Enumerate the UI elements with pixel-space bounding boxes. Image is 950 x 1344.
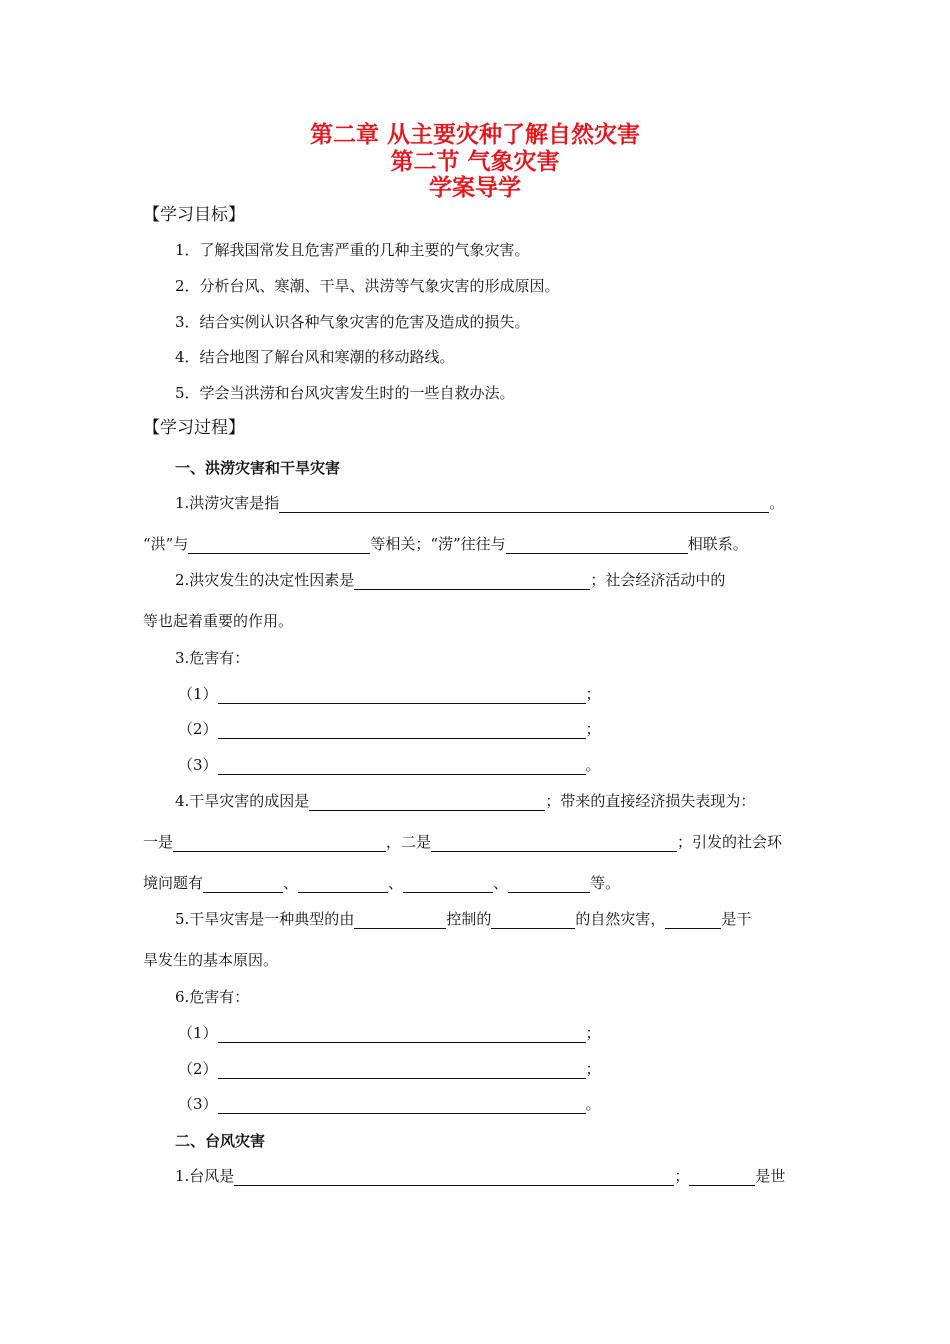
q2-text: 2.洪灾发生的决定性因素是 xyxy=(175,571,355,589)
harm-end: 。 xyxy=(585,1095,601,1113)
q4c-text: 境问题有 xyxy=(143,874,204,892)
q4-text: ；带来的直接经济损失表现为： xyxy=(545,792,756,810)
objectives-heading: 【学习目标】 xyxy=(143,205,245,225)
harm-item xyxy=(178,719,601,739)
q4b-text: ；引发的社会环 xyxy=(677,833,783,851)
part1-title: 一、洪涝灾害和干旱灾害 xyxy=(175,459,341,477)
harm-end: ； xyxy=(585,720,601,738)
answer-blank[interactable] xyxy=(218,1062,586,1079)
answer-blank[interactable] xyxy=(354,573,590,590)
answer-blank[interactable] xyxy=(234,1169,674,1186)
harm-number: （1） xyxy=(178,1024,218,1042)
answer-blank[interactable] xyxy=(431,835,677,852)
answer-blank[interactable] xyxy=(298,876,388,893)
answer-blank[interactable] xyxy=(309,794,545,811)
answer-blank[interactable] xyxy=(689,1169,755,1186)
answer-blank[interactable] xyxy=(665,912,721,929)
answer-blank[interactable] xyxy=(218,1026,586,1043)
answer-blank[interactable] xyxy=(508,876,590,893)
harm-item xyxy=(178,1023,601,1043)
harm-item xyxy=(178,684,601,704)
answer-blank[interactable] xyxy=(279,496,769,513)
q1b-text: 等相关；“涝”往往与 xyxy=(370,535,506,553)
q5-text: 是干 xyxy=(721,910,752,928)
q5-line xyxy=(175,909,751,929)
chapter-title: 第二章 从主要灾种了解自然灾害 xyxy=(309,122,640,148)
q4c-end: 等。 xyxy=(590,874,621,892)
section-title: 第二节 气象灾害 xyxy=(390,149,560,175)
q4-line xyxy=(175,791,755,811)
harm-number: （2） xyxy=(178,720,218,738)
objective-item: 4．结合地图了解台风和寒潮的移动路线。 xyxy=(175,348,455,366)
q3-line: 3.危害有： xyxy=(175,649,250,667)
objective-item: 5．学会当洪涝和台风灾害发生时的一些自救办法。 xyxy=(175,384,515,402)
q4b-text: 一是 xyxy=(143,833,174,851)
q5-text: 控制的 xyxy=(446,910,492,928)
objective-item: 2．分析台风、寒潮、干旱、洪涝等气象灾害的形成原因。 xyxy=(175,277,560,295)
answer-blank[interactable] xyxy=(218,687,586,704)
part2-q1-text: 1.台风是 xyxy=(175,1167,235,1185)
harm-number: （1） xyxy=(178,685,218,703)
q6-line: 6.危害有： xyxy=(175,988,250,1006)
answer-blank[interactable] xyxy=(218,722,586,739)
q1-end: 。 xyxy=(769,494,785,512)
q1b-text: 相联系。 xyxy=(687,535,748,553)
process-heading: 【学习过程】 xyxy=(143,418,245,438)
part2-q1-text: 是世 xyxy=(755,1167,786,1185)
answer-blank[interactable] xyxy=(491,912,575,929)
q5-text: 的自然灾害， xyxy=(575,910,666,928)
answer-blank[interactable] xyxy=(188,537,370,554)
harm-number: （3） xyxy=(178,756,218,774)
harm-end: ； xyxy=(585,1024,601,1042)
q4c-line xyxy=(143,873,620,893)
answer-blank[interactable] xyxy=(354,912,446,929)
part2-title: 二、台风灾害 xyxy=(175,1132,266,1150)
q5-text: 5.干旱灾害是一种典型的由 xyxy=(175,910,355,928)
q2-text: ；社会经济活动中的 xyxy=(590,571,726,589)
q1b-text: “洪”与 xyxy=(143,535,189,553)
answer-blank[interactable] xyxy=(173,835,386,852)
q4b-text: ，二是 xyxy=(386,833,432,851)
objective-item: 1．了解我国常发且危害严重的几种主要的气象灾害。 xyxy=(175,241,530,259)
answer-blank[interactable] xyxy=(218,758,586,775)
harm-item xyxy=(178,755,601,775)
q5b-line: 旱发生的基本原因。 xyxy=(143,951,279,969)
answer-blank[interactable] xyxy=(218,1097,586,1114)
subtitle: 学案导学 xyxy=(429,175,521,201)
separator: 、 xyxy=(388,874,404,892)
answer-blank[interactable] xyxy=(203,876,283,893)
q2-line xyxy=(175,570,725,590)
objective-item: 3．结合实例认识各种气象灾害的危害及造成的损失。 xyxy=(175,313,530,331)
harm-number: （2） xyxy=(178,1060,218,1078)
harm-item xyxy=(178,1094,601,1114)
harm-item xyxy=(178,1059,601,1079)
part2-q1-text: ； xyxy=(674,1167,690,1185)
q1b-line xyxy=(143,534,748,554)
q1-prompt: 1.洪涝灾害是指 xyxy=(175,494,280,512)
separator: 、 xyxy=(493,874,509,892)
q1-line xyxy=(175,493,784,513)
separator: 、 xyxy=(283,874,299,892)
part2-q1-line xyxy=(175,1166,785,1186)
answer-blank[interactable] xyxy=(403,876,493,893)
harm-end: 。 xyxy=(585,756,601,774)
q4-text: 4.干旱灾害的成因是 xyxy=(175,792,310,810)
harm-end: ； xyxy=(585,685,601,703)
q2b-line: 等也起着重要的作用。 xyxy=(143,612,294,630)
q4b-line xyxy=(143,832,782,852)
answer-blank[interactable] xyxy=(506,537,688,554)
harm-end: ； xyxy=(585,1060,601,1078)
harm-number: （3） xyxy=(178,1095,218,1113)
